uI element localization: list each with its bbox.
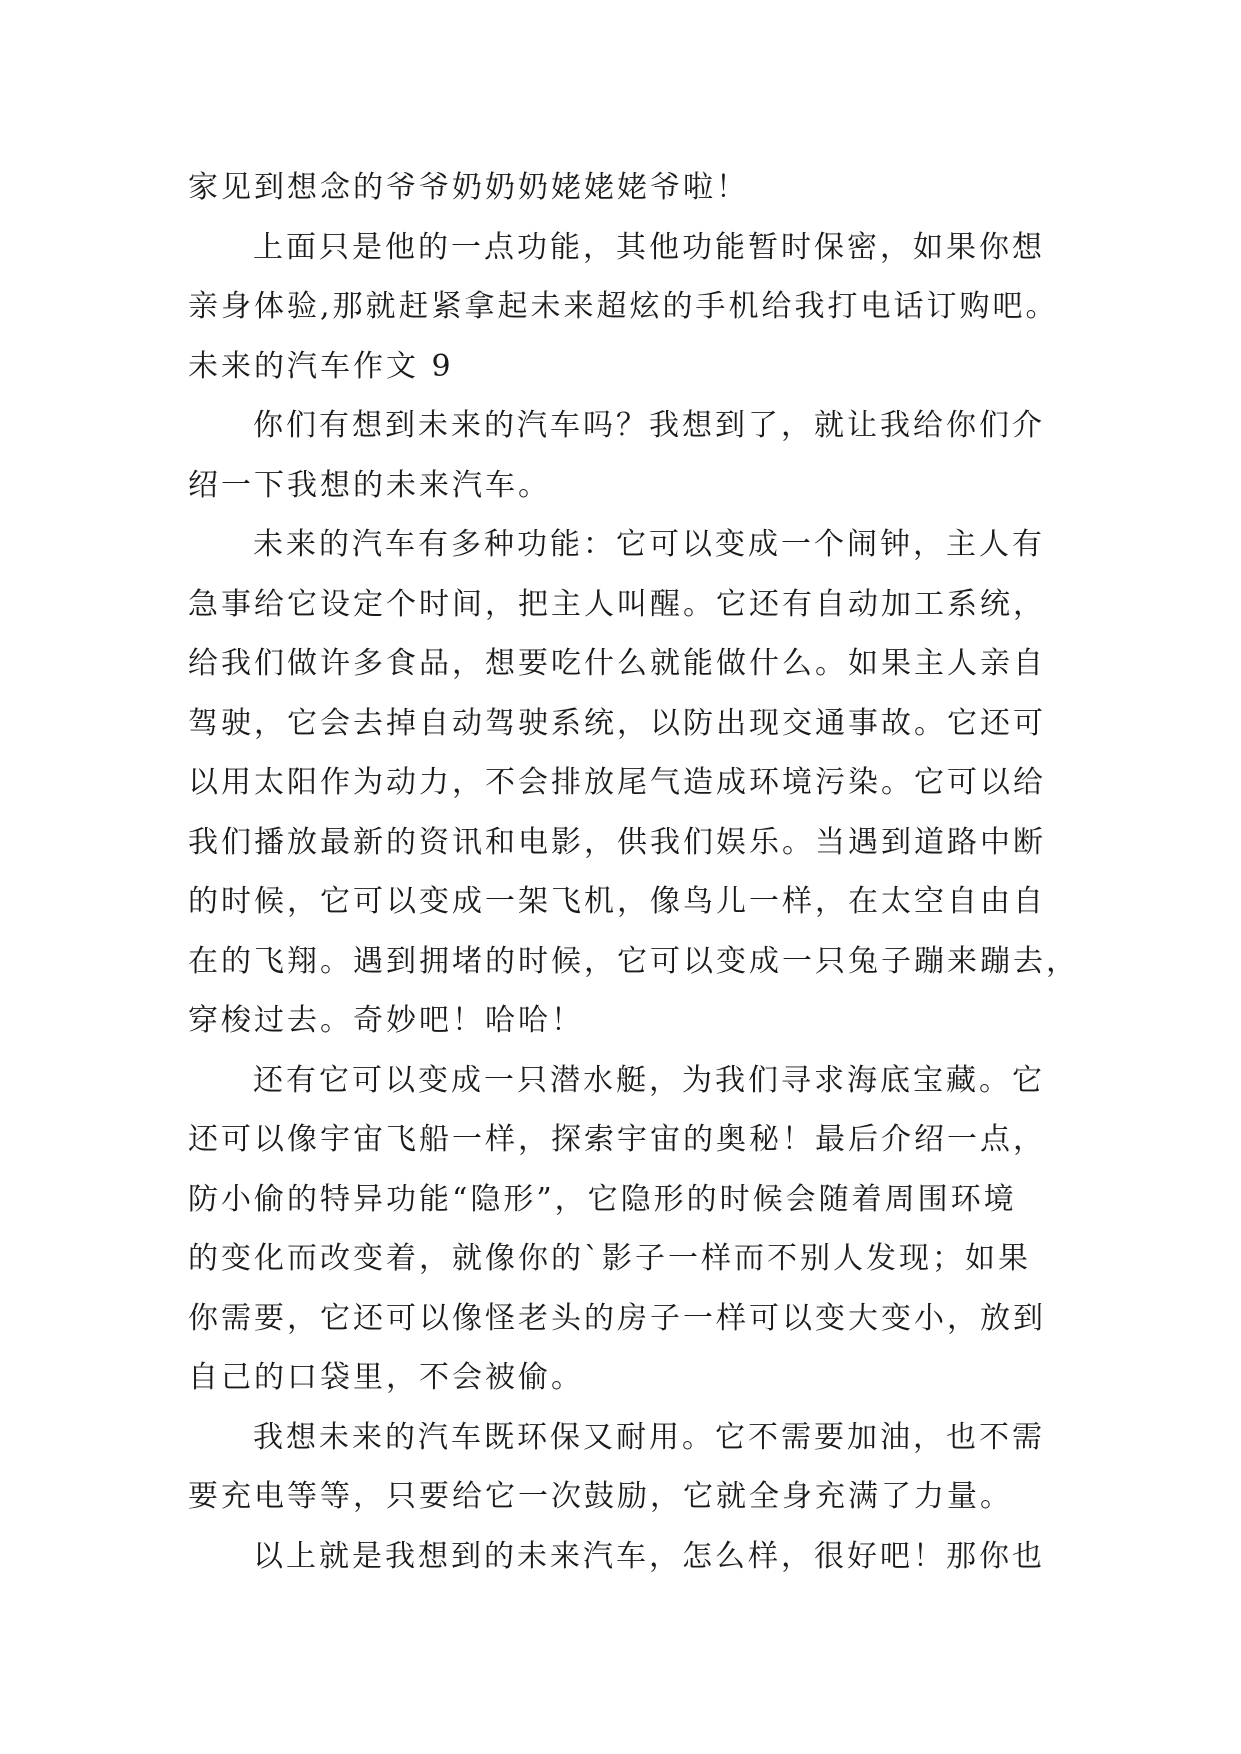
text-line: 给我们做许多食品，想要吃什么就能做什么。如果主人亲自 xyxy=(188,646,1046,681)
text-line: 在的飞翔。遇到拥堵的时候，它可以变成一只兔子蹦来蹦去， xyxy=(188,943,1079,979)
text-line: 急事给它设定个时间，把主人叫醒。它还有自动加工系统， xyxy=(188,586,1046,622)
text-line: 亲身体验,那就赶紧拿起未来超炫的手机给我打电话订购吧。 xyxy=(188,289,1059,324)
text-line: 还可以像宇宙飞船一样，探索宇宙的奥秘！最后介绍一点， xyxy=(188,1122,1046,1157)
text-line: 以用太阳作为动力，不会排放尾气造成环境污染。它可以给 xyxy=(188,765,1046,800)
body-paragraph xyxy=(188,1527,1088,1587)
text-line: 我想未来的汽车既环保又耐用。它不需要加油，也不需 xyxy=(253,1419,1045,1455)
body-paragraph xyxy=(188,218,1088,337)
text-line: 你们有想到未来的汽车吗？我想到了，就让我给你们介 xyxy=(253,408,1045,443)
text-line: 家见到想念的爷爷奶奶奶姥姥姥爷啦！ xyxy=(188,170,749,205)
body-paragraph xyxy=(188,396,1088,515)
text-line: 要充电等等，只要给它一次鼓励，它就全身充满了力量。 xyxy=(188,1479,1013,1514)
text-line: 上面只是他的一点功能，其他功能暂时保密，如果你想 xyxy=(253,229,1045,265)
essay-body xyxy=(188,158,1088,1586)
text-line: 穿梭过去。奇妙吧！哈哈！ xyxy=(188,1003,584,1038)
text-line: 你需要，它还可以像怪老头的房子一样可以变大变小，放到 xyxy=(188,1300,1046,1336)
body-paragraph xyxy=(188,515,1088,1051)
text-line: 还有它可以变成一只潜水艇，为我们寻求海底宝藏。它 xyxy=(253,1062,1045,1098)
text-line: 的时候，它可以变成一架飞机，像鸟儿一样，在太空自由自 xyxy=(188,884,1046,919)
text-line: 自己的口袋里，不会被偷。 xyxy=(188,1360,584,1395)
text-line: 防小偷的特异功能“隐形”，它隐形的时候会随着周围环境 xyxy=(188,1181,1017,1217)
text-line: 以上就是我想到的未来汽车，怎么样，很好吧！那你也 xyxy=(253,1538,1045,1574)
body-paragraph xyxy=(188,1408,1088,1527)
text-line: 未来的汽车有多种功能：它可以变成一个闹钟，主人有 xyxy=(253,527,1045,562)
essay-heading xyxy=(188,337,1088,397)
text-line: 绍一下我想的未来汽车。 xyxy=(188,467,551,503)
text-line: 的变化而改变着，就像你的`影子一样而不别人发现；如果 xyxy=(188,1241,1031,1276)
body-paragraph xyxy=(188,1051,1088,1408)
text-line: 我们播放最新的资讯和电影，供我们娱乐。当遇到道路中断 xyxy=(188,824,1046,860)
continuation-paragraph xyxy=(188,158,1088,218)
heading-text: 未来的汽车作文 9 xyxy=(188,348,454,384)
text-line: 驾驶，它会去掉自动驾驶系统，以防出现交通事故。它还可 xyxy=(188,705,1046,741)
